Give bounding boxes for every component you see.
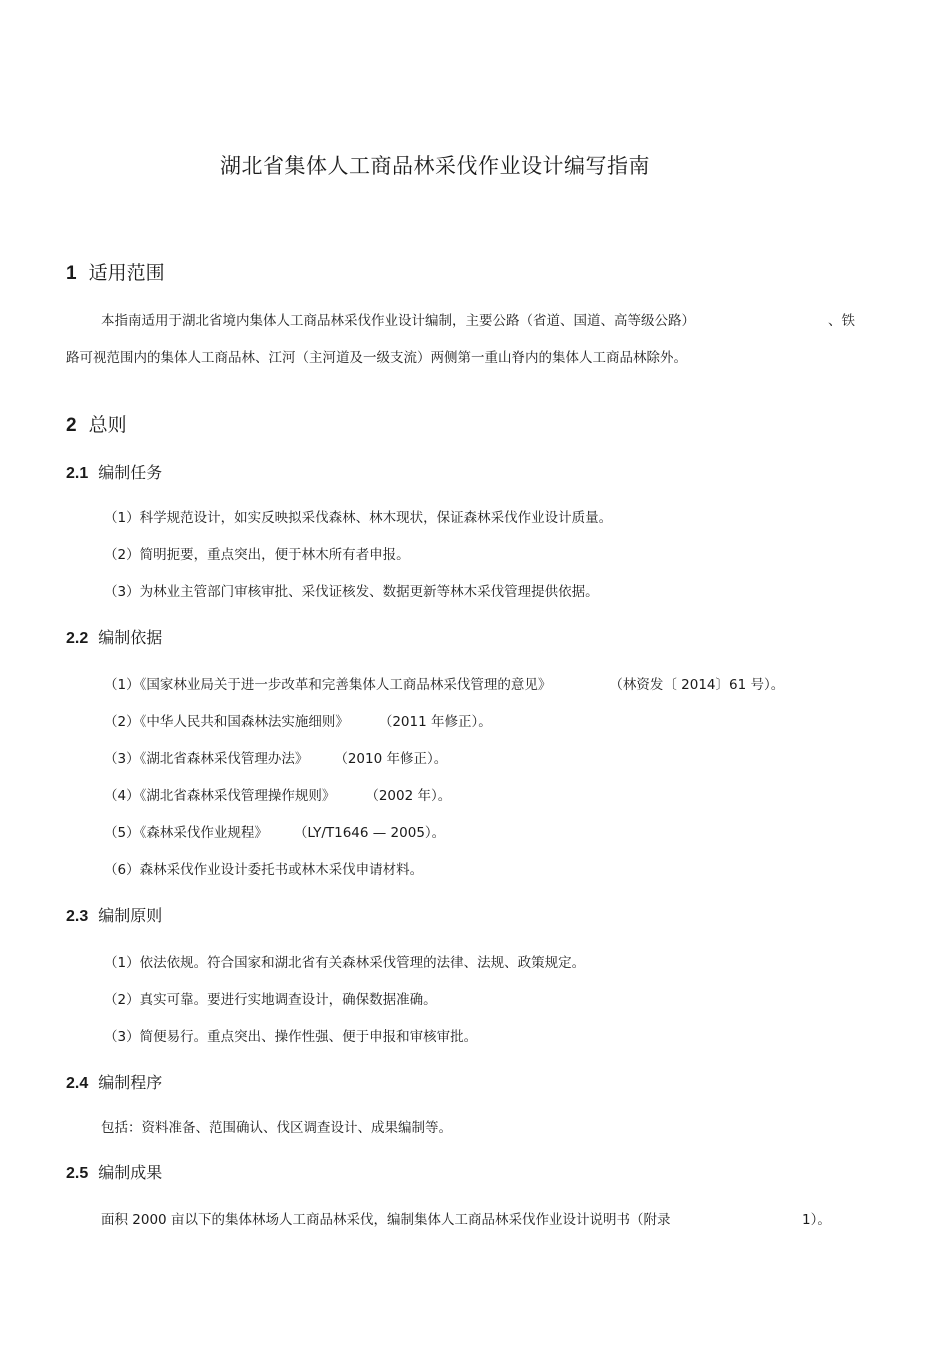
section-1-paragraph-text-b: 、铁 <box>828 313 855 329</box>
section-2-heading <box>66 410 127 437</box>
section-2-2-title: 编制依据 <box>98 628 163 647</box>
list-item <box>104 750 447 768</box>
section-2-5-text-b: 1）。 <box>802 1212 831 1228</box>
section-2-5-heading <box>66 1160 162 1183</box>
reference-title: （2）《中华人民共和国森林法实施细则》 <box>104 714 349 730</box>
document-title: 湖北省集体人工商品林采伐作业设计编写指南 <box>220 154 650 178</box>
reference-note: （林资发〔 2014〕61 号）。 <box>609 677 785 693</box>
section-1-paragraph-line-2: 路可视范围内的集体人工商品林、江河（主河道及一级支流）两侧第一重山脊内的集体人工商品林除外。 <box>66 350 687 366</box>
section-2-1-number: 2.1 <box>66 465 89 482</box>
reference-title: （3）《湖北省森林采伐管理办法》 <box>104 751 309 767</box>
reference-title: （6）森林采伐作业设计委托书或林木采伐申请材料。 <box>104 862 424 878</box>
section-2-1-title: 编制任务 <box>98 463 163 482</box>
section-2-5-title: 编制成果 <box>98 1163 163 1182</box>
section-2-3-heading <box>66 903 162 926</box>
section-2-5-paragraph <box>101 1211 670 1229</box>
section-2-4-number: 2.4 <box>66 1075 89 1092</box>
list-item <box>104 824 445 842</box>
section-1-heading <box>66 258 165 285</box>
reference-title: （4）《湖北省森林采伐管理操作规则》 <box>104 788 336 804</box>
list-item: （1）科学规范设计，如实反映拟采伐森林、林木现状，保证森林采伐作业设计质量。 <box>104 510 613 526</box>
section-2-title: 总则 <box>88 414 127 436</box>
list-item: （3）为林业主管部门审核审批、采伐证核发、数据更新等林木采伐管理提供依据。 <box>104 584 599 600</box>
reference-title: （5）《森林采伐作业规程》 <box>104 825 268 841</box>
section-2-4-paragraph: 包括：资料准备、范围确认、伐区调查设计、成果编制等。 <box>101 1120 452 1136</box>
section-1-paragraph-text-a: 本指南适用于湖北省境内集体人工商品林采伐作业设计编制，主要公路（省道、国道、高等级公路） <box>101 313 695 329</box>
section-2-4-title: 编制程序 <box>98 1073 163 1092</box>
section-2-1-heading <box>66 460 162 483</box>
section-2-5-number: 2.5 <box>66 1165 89 1182</box>
list-item: （1）依法依规。符合国家和湖北省有关森林采伐管理的法律、法规、政策规定。 <box>104 955 586 971</box>
section-2-2-number: 2.2 <box>66 630 89 647</box>
section-2-5-text-a: 面积 2000 亩以下的集体林场人工商品林采伐，编制集体人工商品林采伐作业设计说明书（附录 <box>101 1212 671 1228</box>
section-1-paragraph-line-1 <box>101 312 695 330</box>
list-item: （2）真实可靠。要进行实地调查设计，确保数据准确。 <box>104 992 437 1008</box>
section-2-number: 2 <box>66 415 77 436</box>
list-item <box>104 713 492 731</box>
reference-note: （2002 年）。 <box>365 788 452 804</box>
reference-note: （2010 年修正）。 <box>334 751 448 767</box>
section-1-paragraph-line-1-tail <box>828 312 855 330</box>
section-2-2-heading <box>66 625 162 648</box>
section-1-title: 适用范围 <box>88 262 165 284</box>
list-item <box>104 861 423 879</box>
reference-note: （2011 年修正）。 <box>378 714 492 730</box>
list-item: （2）简明扼要，重点突出，便于林木所有者申报。 <box>104 547 410 563</box>
section-2-3-number: 2.3 <box>66 908 89 925</box>
reference-title: （1）《国家林业局关于进一步改革和完善集体人工商品林采伐管理的意见》 <box>104 677 552 693</box>
section-2-5-paragraph-tail <box>802 1211 831 1229</box>
reference-note: （LY/T1646 — 2005）。 <box>293 825 446 841</box>
list-item <box>104 676 784 694</box>
section-2-3-title: 编制原则 <box>98 906 163 925</box>
section-1-number: 1 <box>66 263 77 284</box>
list-item <box>104 787 451 805</box>
list-item: （3）简便易行。重点突出、操作性强、便于申报和审核审批。 <box>104 1029 478 1045</box>
section-2-4-heading <box>66 1070 162 1093</box>
